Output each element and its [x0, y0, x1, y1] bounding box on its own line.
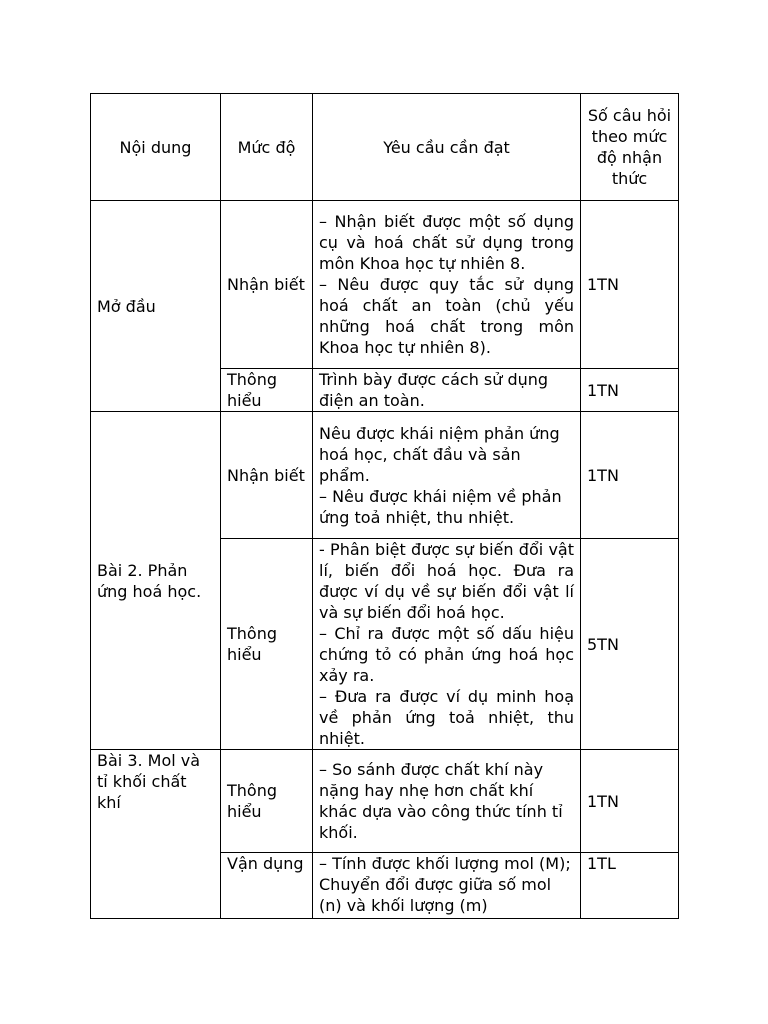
requirement-line: - Phân biệt được sự biến đổi vật lí, biến đổi hoá học. Đưa ra được ví dụ về sự biến đổi vật lí và sự biến đổi hoá học.: [319, 540, 574, 622]
requirement-cell: [313, 539, 581, 750]
level-cell: Thông hiểu: [221, 750, 313, 853]
level-cell: Thông hiểu: [221, 539, 313, 750]
header-row: [91, 94, 679, 201]
requirement-cell: [313, 201, 581, 369]
table-row: [91, 412, 679, 539]
requirement-cell: [313, 369, 581, 412]
question-count-cell: 5TN: [581, 539, 679, 750]
question-count-cell: 1TN: [581, 369, 679, 412]
requirement-line: – Chỉ ra được một số dấu hiệu chứng tỏ có phản ứng hoá học xảy ra.: [319, 624, 574, 685]
requirement-line: – Nêu được khái niệm về phản ứng toả nhiệt, thu nhiệt.: [319, 486, 562, 527]
topic-cell: Bài 3. Mol và tỉ khối chất khí: [91, 750, 221, 919]
requirement-cell: [313, 750, 581, 853]
table-row: [91, 201, 679, 369]
level-cell: Nhận biết: [221, 201, 313, 369]
level-cell: Vận dụng: [221, 853, 313, 919]
header-yeu-cau: Yêu cầu cần đạt: [313, 94, 581, 201]
table-row: [91, 750, 679, 853]
requirement-line: – So sánh được chất khí này nặng hay nhẹ hơn chất khí khác dựa vào công thức tính tỉ khối.: [319, 760, 563, 842]
level-cell: Nhận biết: [221, 412, 313, 539]
requirement-line: – Nhận biết được một số dụng cụ và hoá chất sử dụng trong môn Khoa học tự nhiên 8.: [319, 212, 574, 273]
question-count-cell: 1TL: [581, 853, 679, 919]
requirement-line: Nêu được khái niệm phản ứng hoá học, chất đầu và sản phẩm.: [319, 423, 560, 485]
header-noi-dung: Nội dung: [91, 94, 221, 201]
requirement-line: – Nêu được quy tắc sử dụng hoá chất an toàn (chủ yếu những hoá chất trong môn Khoa học tự nhiên 8).: [319, 275, 574, 357]
requirement-line: Trình bày được cách sử dụng điện an toàn.: [319, 370, 549, 410]
requirement-line: – Tính được khối lượng mol (M); Chuyển đổi được giữa số mol (n) và khối lượng (m): [319, 854, 571, 915]
assessment-matrix-table: [90, 93, 679, 919]
level-cell: Thông hiểu: [221, 369, 313, 412]
topic-cell: Mở đầu: [91, 201, 221, 412]
requirement-cell: [313, 853, 581, 919]
requirement-line: – Đưa ra được ví dụ minh hoạ về phản ứng toả nhiệt, thu nhiệt.: [319, 687, 574, 748]
question-count-cell: 1TN: [581, 201, 679, 369]
topic-cell: Bài 2. Phản ứng hoá học.: [91, 412, 221, 750]
question-count-cell: 1TN: [581, 750, 679, 853]
header-so-cau: Số câu hỏi theo mức độ nhận thức: [581, 94, 679, 201]
requirement-cell: [313, 412, 581, 539]
header-muc-do: Mức độ: [221, 94, 313, 201]
question-count-cell: 1TN: [581, 412, 679, 539]
